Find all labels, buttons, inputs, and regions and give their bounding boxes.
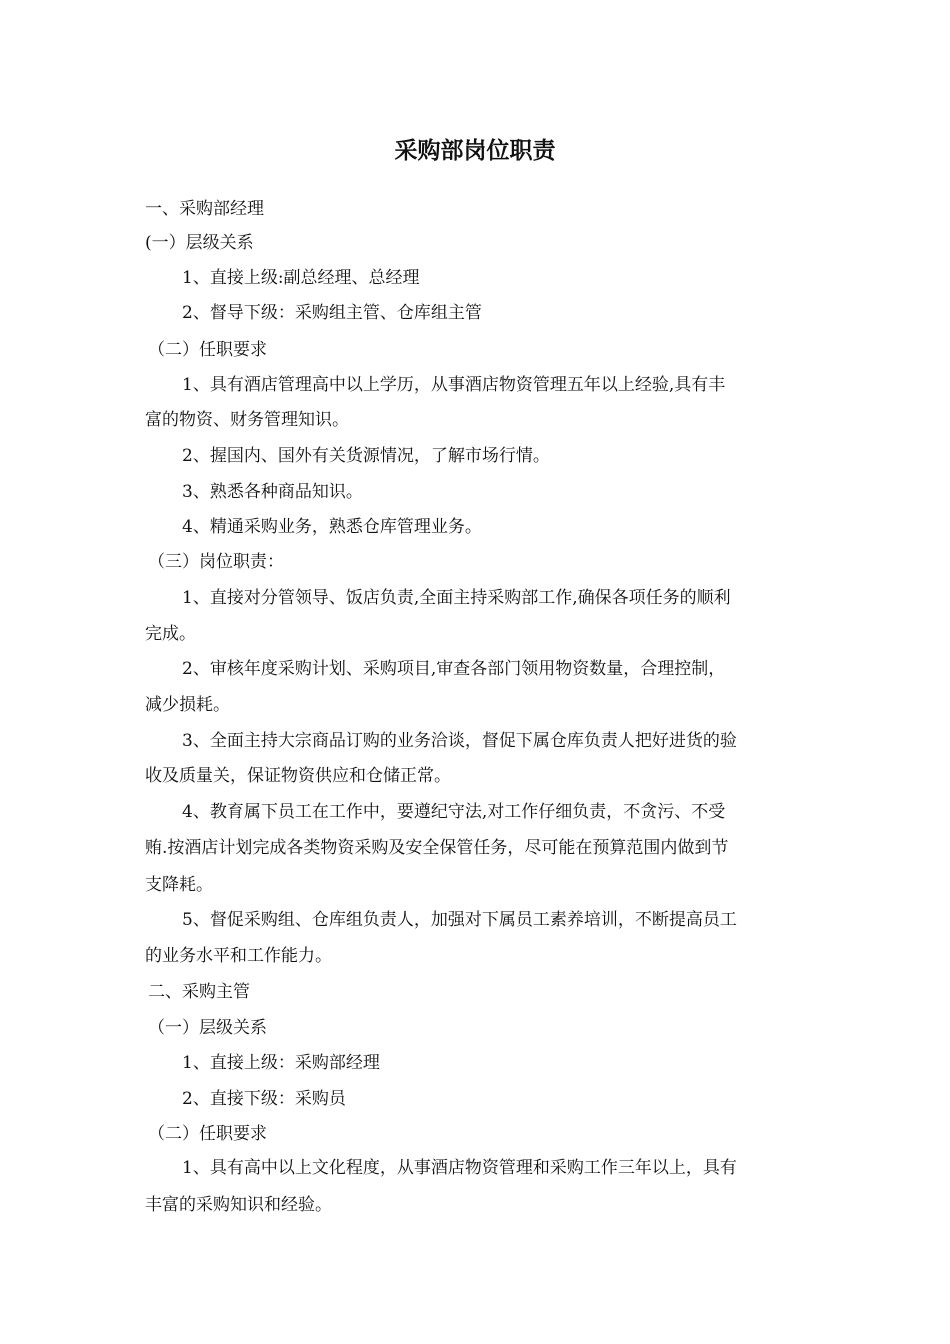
section-heading-1: 一、采购部经理: [145, 199, 264, 219]
paragraph-line: 收及质量关，保证物资供应和仓储正常。: [145, 766, 451, 786]
document-title: 采购部岗位职责: [394, 138, 556, 164]
subsection-heading: （二）任职要求: [148, 340, 267, 360]
paragraph-line: 2、直接下级：采购员: [182, 1089, 346, 1109]
paragraph-line: 3、熟悉各种商品知识。: [182, 482, 363, 502]
paragraph-line: 丰富的采购知识和经验。: [145, 1195, 332, 1215]
paragraph-line: 1、具有高中以上文化程度，从事酒店物资管理和采购工作三年以上，具有: [182, 1158, 737, 1178]
paragraph-line: 5、督促采购组、仓库组负责人，加强对下属员工素养培训，不断提高员工: [182, 910, 737, 930]
subsection-heading: （一）层级关系: [148, 1018, 267, 1038]
paragraph-line: 4、教育属下员工在工作中，要遵纪守法,对工作仔细负责，不贪污、不受: [182, 802, 726, 822]
paragraph-line: 贿.按酒店计划完成各类物资采购及安全保管任务，尽可能在预算范围内做到节: [145, 838, 729, 858]
subsection-heading: （二）任职要求: [148, 1124, 267, 1144]
paragraph-line: 2、督导下级：采购组主管、仓库组主管: [182, 303, 482, 323]
paragraph-line: 2、审核年度采购计划、采购项目,审查各部门领用物资数量，合理控制，: [182, 659, 726, 679]
paragraph-line: 减少损耗。: [145, 695, 230, 715]
paragraph-line: 2、握国内、国外有关货源情况，了解市场行情。: [182, 446, 550, 466]
paragraph-line: 1、直接上级：采购部经理: [182, 1053, 380, 1073]
paragraph-line: 3、全面主持大宗商品订购的业务洽谈，督促下属仓库负责人把好进货的验: [182, 731, 737, 751]
paragraph-line: 1、具有酒店管理高中以上学历，从事酒店物资管理五年以上经验,具有丰: [182, 375, 726, 395]
paragraph-line: 富的物资、财务管理知识。: [145, 410, 349, 430]
paragraph-line: 1、直接对分管领导、饭店负责,全面主持采购部工作,确保各项任务的顺利: [182, 588, 731, 608]
paragraph-line: 支降耗。: [145, 875, 213, 895]
paragraph-line: 4、精通采购业务，熟悉仓库管理业务。: [182, 517, 482, 537]
paragraph-line: 的业务水平和工作能力。: [145, 946, 332, 966]
paragraph-line: 1、直接上级:副总经理、总经理: [182, 268, 420, 288]
section-heading-2: 二、采购主管: [148, 982, 250, 1002]
subsection-heading: （三）岗位职责：: [148, 552, 284, 572]
paragraph-line: 完成。: [145, 624, 196, 644]
subsection-heading: (一）层级关系: [145, 233, 254, 253]
